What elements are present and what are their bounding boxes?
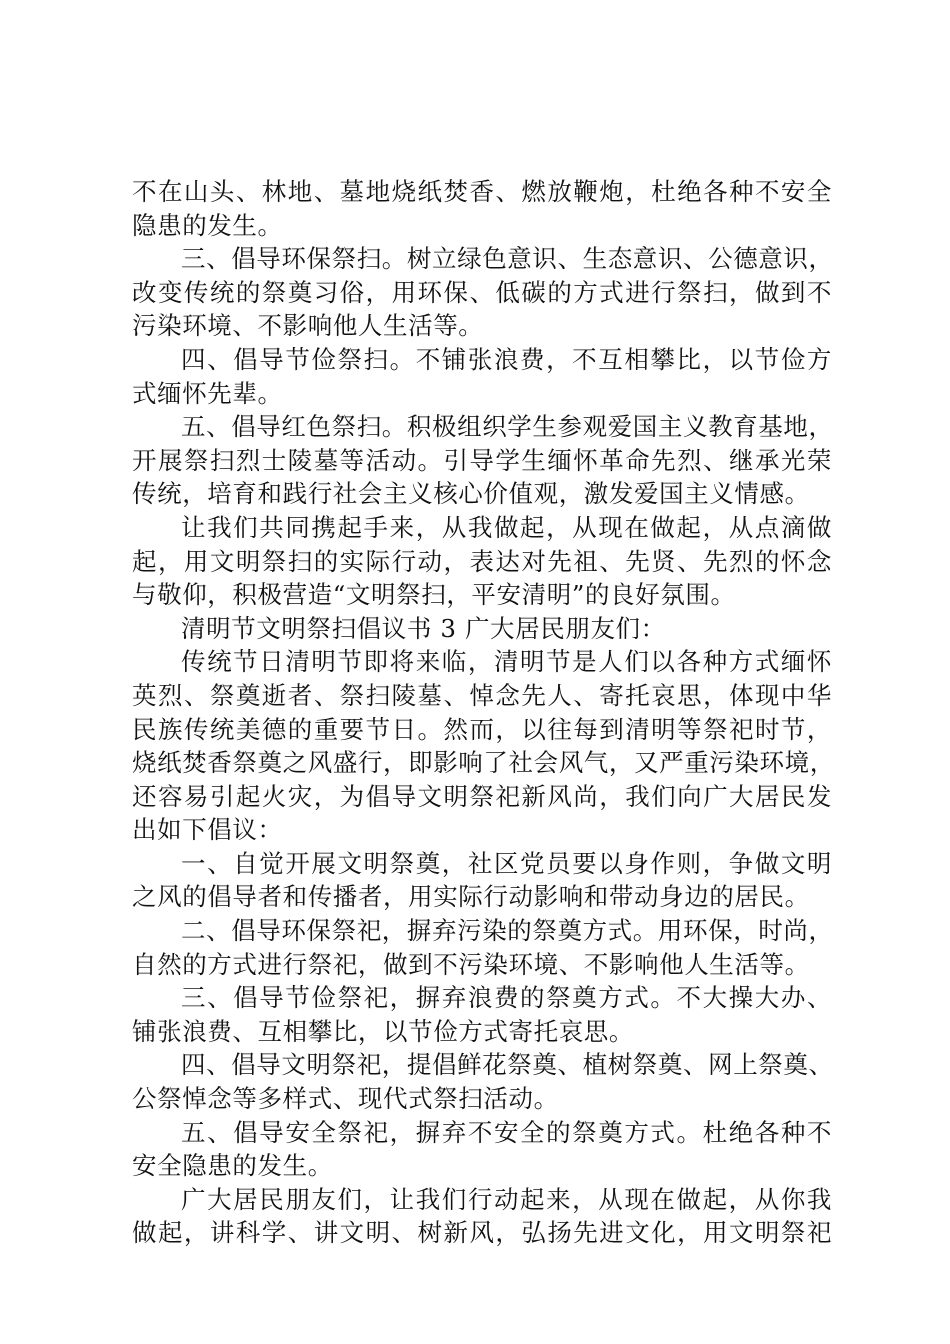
text-line: 起，用文明祭扫的实际行动，表达对先祖、先贤、先烈的怀念 [132,546,832,576]
text-line: 与敬仰，积极营造“文明祭扫，平安清明”的良好氛围。 [132,580,736,610]
text-line: 四、倡导文明祭祀，提倡鲜花祭奠、植树祭奠、网上祭奠、 [181,1050,834,1080]
text-line: 式缅怀先辈。 [132,378,283,408]
text-line: 改变传统的祭奠习俗，用环保、低碳的方式进行祭扫，做到不 [132,277,832,307]
text-line: 烧纸焚香祭奠之风盛行，即影响了社会风气，又严重污染环境， [132,748,835,778]
text-line: 五、倡导安全祭祀，摒弃不安全的祭奠方式。杜绝各种不 [181,1117,832,1147]
text-line: 英烈、祭奠逝者、祭扫陵墓、悼念先人、寄托哀思，体现中华 [132,680,832,710]
text-line: 让我们共同携起手来，从我做起，从现在做起，从点滴做 [181,512,832,542]
text-line: 二、倡导环保祭祀，摒弃污染的祭奠方式。用环保，时尚， [181,916,834,946]
text-line: 三、倡导环保祭扫。树立绿色意识、生态意识、公德意识， [181,244,834,274]
text-line: 民族传统美德的重要节日。然而，以往每到清明等祭祀时节， [132,714,832,744]
text-line: 广大居民朋友们，让我们行动起来，从现在做起，从你我 [181,1184,832,1214]
text-line: 不在山头、林地、墓地烧纸焚香、燃放鞭炮，杜绝各种不安全 [132,177,832,206]
text-line: 传统，培育和践行社会主义核心价值观，激发爱国主义情感。 [132,479,810,509]
text-line: 自然的方式进行祭祀，做到不污染环境、不影响他人生活等。 [132,949,810,979]
text-line: 出如下倡议： [132,815,283,845]
text-line: 之风的倡导者和传播者，用实际行动影响和带动身边的居民。 [132,882,810,912]
document-body [132,175,835,1250]
text-line: 传统节日清明节即将来临，清明节是人们以各种方式缅怀 [181,647,832,677]
text-line: 一、自觉开展文明祭奠，社区党员要以身作则，争做文明 [181,848,832,878]
text-line: 开展祭扫烈士陵墓等活动。引导学生缅怀革命先烈、继承光荣 [132,445,832,475]
text-line: 安全隐患的发生。 [132,1151,333,1181]
text-line: 五、倡导红色祭扫。积极组织学生参观爱国主义教育基地， [181,412,834,442]
text-line: 公祭悼念等多样式、现代式祭扫活动。 [132,1084,559,1114]
text-line: 还容易引起火灾，为倡导文明祭祀新风尚，我们向广大居民发 [132,781,832,811]
text-line: 清明节文明祭扫倡议书 3 广大居民朋友们： [181,613,666,643]
text-line: 三、倡导节俭祭祀，摒弃浪费的祭奠方式。不大操大办、 [181,983,832,1013]
text-line: 四、倡导节俭祭扫。不铺张浪费，不互相攀比，以节俭方 [181,344,832,374]
text-line: 做起，讲科学、讲文明、树新风，弘扬先进文化，用文明祭祀 [132,1218,832,1248]
text-line: 隐患的发生。 [132,210,283,240]
text-line: 污染环境、不影响他人生活等。 [132,311,484,341]
text-line: 铺张浪费、互相攀比，以节俭方式寄托哀思。 [132,1016,634,1046]
